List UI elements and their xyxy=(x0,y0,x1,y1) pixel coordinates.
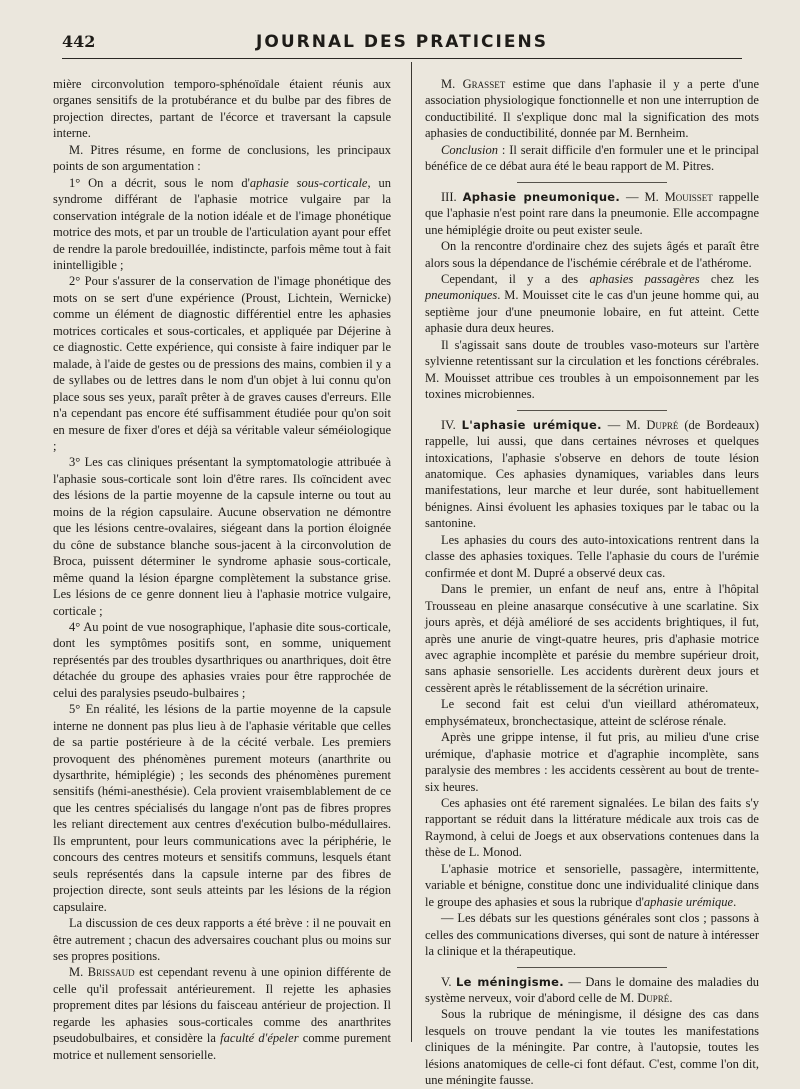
italic-term: aphasie urémique xyxy=(643,894,734,909)
section-paragraph: IV. L'aphasie urémique. — M. Dupré (de Bordeaux) rappelle, lui aussi, que dans certaines névroses et quelques intoxications, l'aphasie s'observe en dehors de toute lésion anatomique. Ces aphasies dynamiques, variables dans leurs manifestations, leur marche et leur durée, sont habituellement bénignes. Ainsi évoluent les aphasies toxiques par le tabac ou la santonine. xyxy=(425,417,760,531)
author-name: Dupré xyxy=(646,417,679,432)
section-paragraph: III. Aphasie pneumonique. — M. Mouisset rappelle que l'aphasie n'est point rare dans la pneumonie. Elle accompagne une hémiplégie droite ou peut exister seule. xyxy=(425,189,759,237)
right-column xyxy=(425,76,759,1089)
italic-term: aphasie sous-corticale xyxy=(249,175,368,190)
italic-term: faculté d'épeler xyxy=(220,1031,299,1046)
paragraph: — Les débats sur les questions générales sont clos ; passons à celles des communications diverses, qui sont de nature à intéresser la clinique et la thérapeutique. xyxy=(425,911,759,959)
paragraph: L'aphasie motrice et sensorielle, passagère, intermittente, variable et bénigne, constitue donc une individualité clinique dans le groupe des aphasies et sous la rubrique d'aphasie urémique. xyxy=(425,861,759,909)
paragraph: M. Brissaud est cependant revenu à une opinion différente de celle qu'il professait antérieurement. Il rejette les aphasies proprement dites par lésions du faisceau antérieur de projection. Il regarde les aphasies sous-corticales comme des anarthrites pseudobulbaires, et considère la faculté d'épeler comme purement motrice et nullement sensorielle. xyxy=(53,965,391,1062)
section-heading: Le méningisme. xyxy=(456,974,564,989)
column-divider xyxy=(411,62,412,1042)
italic-term: aphasies passagères xyxy=(589,271,700,286)
paragraph: Les aphasies du cours des auto-intoxications rentrent dans la classe des aphasies toxiques. Telle l'aphasie du cours de l'urémie confirmée et dont M. Dupré a observé deux cas. xyxy=(425,532,759,580)
paragraph: Après une grippe intense, il fut pris, au milieu d'une crise urémique, d'aphasie motrice et d'agraphie incomplète, sans paralysie des membres : les accidents cessèrent au bout de trente-six heures. xyxy=(425,730,759,794)
left-column xyxy=(53,76,391,1063)
page-number: 442 xyxy=(62,32,96,51)
author-name: Dupré xyxy=(637,991,670,1006)
author-name: Grasset xyxy=(462,77,506,91)
journal-title: JOURNAL DES PRATICIENS xyxy=(256,32,548,52)
paragraph: 4° Au point de vue nosographique, l'aphasie dite sous-corticale, dont les symptômes positifs sont, en somme, uniquement représentés par des troubles dysarthriques ou anarthriques, doit être détachée du groupe des aphasies vraies pour être rapprochée de celui des paralysies pseudo-bulbaires ; xyxy=(53,619,391,700)
paragraph: Conclusion : Il serait difficile d'en formuler une et le principal bénéfice de ce débat aura été le beau rapport de M. Pitres. xyxy=(425,142,759,174)
italic-term: Conclusion xyxy=(441,142,498,157)
section-rule xyxy=(517,967,667,968)
paragraph: M. Pitres résume, en forme de conclusions, les principaux points de son argumentation : xyxy=(53,142,391,174)
paragraph: mière circonvolution temporo-sphénoïdale étaient réunis aux organes sensitifs de la protubérance et du bulbe par des fibres de projection directes, partant de l'écorce et traversant la capsule interne. xyxy=(53,77,391,141)
paragraph: Ces aphasies ont été rarement signalées. Le bilan des faits s'y rapportant se réduit dans la littérature médicale aux trois cas de Raymond, à celui de Joegs et aux observations contenues dans la thèse de L. Monod. xyxy=(425,796,759,860)
paragraph: M. Grasset estime que dans l'aphasie il y a perte d'une association physiologique fonctionnelle et non une interruption de conductibilité. Il s'explique donc mal la signification des mots aphasies de conductibilité, donnée par M. Bernheim. xyxy=(425,77,759,141)
paragraph: 2° Pour s'assurer de la conservation de l'image phonétique des mots on se sert d'une expérience (Proust, Lichtein, Wernicke) comme un élément de diagnostic différentiel entre les aphasies motrices corticales et sous-corticales, et appliquée par Déjerine à ce diagnostic. Cette expérience, qui consiste à faire indiquer par le malade, à l'aide de gestes ou de pressions des mains, combien il y a de syllabes ou de lettres dans le nom d'un objet à lui connu qu'on place sous ses yeux, paraît prêter à de graves causes d'erreurs. Elle n'a cependant pas encore été suffisamment étudiée pour qu'on soit en mesure de fixer d'ores et déjà sa véritable valeur séméiologique ; xyxy=(53,274,391,453)
paragraph: Cependant, il y a des aphasies passagères chez les pneumoniques. M. Mouisset cite le cas d'un jeune homme qui, au septième jour d'une pneumonie lobaire, en fut atteint. Cette aphasie dura deux heures. xyxy=(425,271,759,336)
section-rule xyxy=(517,410,667,411)
paragraph: Sous la rubrique de méningisme, il désigne des cas dans lesquels on trouve pendant la vie toutes les manifestations cliniques de la méningite. Par contre, à l'autopsie, toutes les lésions anatomiques de celle-ci font défaut. C'est, comme l'on dit, une méningite fausse. xyxy=(425,1007,759,1088)
italic-term: pneumoniques xyxy=(425,288,498,303)
section-paragraph: V. Le méningisme. — Dans le domaine des maladies du système nerveux, voir d'abord celle de M. Dupré. xyxy=(425,974,760,1006)
paragraph: La discussion de ces deux rapports a été brève : il ne pouvait en être autrement ; chacun des adversaires couchant plus ou moins sur ses propres positions. xyxy=(53,916,391,964)
paragraph: Le second fait est celui d'un vieillard athéromateux, emphysémateux, bronchectasique, atteint de sclérose rénale. xyxy=(425,697,759,728)
section-heading: L'aphasie urémique. xyxy=(461,417,602,432)
paragraph: 5° En réalité, les lésions de la partie moyenne de la capsule interne ne donnent pas plus lieu à de l'aphasie véritable que celles de sa partie postérieure à de la cécité verbale. Les premiers provoquent des phénomènes purement moteurs (anarthrite ou dysarthrite, hémiplégie) ; les seconds des phénomènes purement sensitifs (hémi-anesthésie). Cela provient vraisemblablement de ce que les centres spécialisés du langage n'ont pas de fibres propres les reliant directement aux centres d'exécution bulbo-médullaires. Ils empruntent, pour leurs communications avec la périphérie, le concours des centres moteurs et sensitifs communs, lesquels étant seuls représentés dans la capsule interne par des fibres de projection directe, sont seuls atteints par les lésions de la région capsulaire. xyxy=(53,702,391,914)
paragraph: Dans le premier, un enfant de neuf ans, entre à l'hôpital Trousseau en pleine anasarque consécutive à une scarlatine. Six jours après, et déjà amélioré de ses accidents brightiques, il fut, après une anurie de vingt-quatre heures, pris d'aphasie motrice avec agraphie incomplète et parésie du membre supérieur droit, sans aphasie sensorielle. Les accidents durèrent deux jours et cessèrent après le rétablissement de la sécrétion urinaire. xyxy=(425,582,759,695)
paragraph: On la rencontre d'ordinaire chez des sujets âgés et paraît être alors sous la dépendance de l'ischémie cérébrale et de l'athérome. xyxy=(425,239,759,270)
section-rule xyxy=(517,182,667,183)
paragraph: Il s'agissait sans doute de troubles vaso-moteurs sur l'artère sylvienne retentissant sur la circulation et les fonctions cérébrales. M. Mouisset attribue ces troubles à un empoisonnement par les toxines microbiennes. xyxy=(425,337,759,402)
paragraph: 1° On a décrit, sous le nom d'aphasie sous-corticale, un syndrome différant de l'aphasie motrice vulgaire par la conservation intégrale de la notion idéale et de l'image phonétique motrice des mots, et par un trouble de l'articulation ayant pour effet de rendre la parole bredouillée, indistincte, parfois même tout à fait inintelligible ; xyxy=(53,175,391,272)
section-heading: Aphasie pneumonique. xyxy=(462,189,621,204)
page-header xyxy=(62,28,742,59)
author-name: Mouisset xyxy=(664,189,713,204)
author-name: Brissaud xyxy=(87,965,135,980)
paragraph: 3° Les cas cliniques présentant la symptomatologie attribuée à l'aphasie sous-corticale sont loin d'être rares. Ils coïncident avec des lésions de la partie moyenne de la capsule interne ou tout au moins de la région capsulaire. Aucune observation ne démontre que les lésions centre-ovalaires, siégeant dans la portion éloignée du cône de substance blanche sous-jacent à la circonvolution de Broca, puissent déterminer le syndrome aphasie sous-corticale, même quand la lésion épargne complètement la substance grise. Les lésions de ce genre donnent lieu à l'aphasie motrice vulgaire, corticale ; xyxy=(53,455,391,618)
